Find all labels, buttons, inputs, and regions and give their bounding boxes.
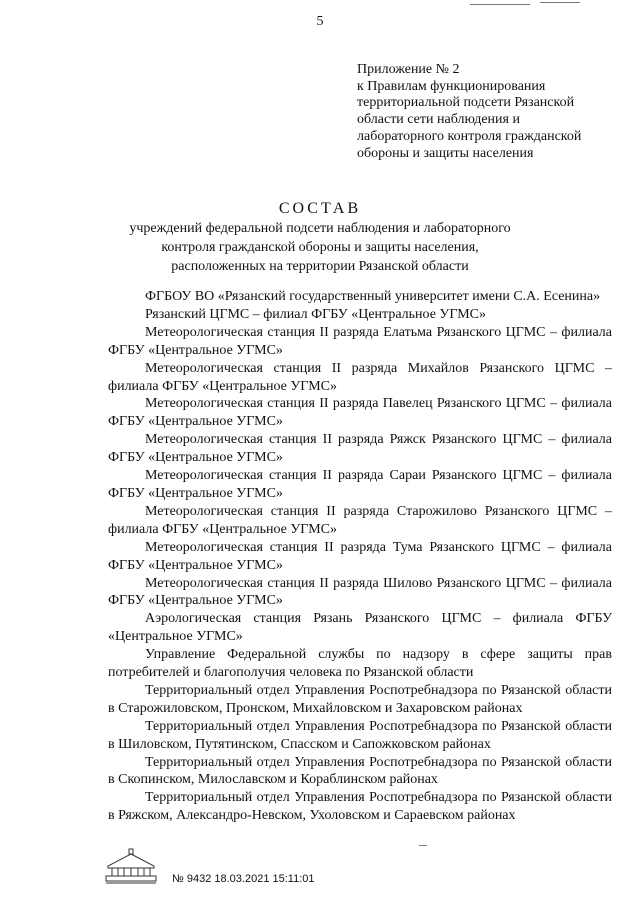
list-item: Территориальный отдел Управления Роспотребнадзора по Рязанской области в Шиловском, Путятинском, Спасском и Сапожковском районах <box>108 718 612 752</box>
document-title: СОСТАВ <box>278 200 362 217</box>
list-item: Метеорологическая станция II разряда Тума Рязанского ЦГМС – филиала ФГБУ «Центральное УГМС» <box>108 539 612 573</box>
registration-stamp: № 9432 18.03.2021 15:11:01 <box>172 873 315 885</box>
appendix-line: обороны и защиты населения <box>357 145 534 161</box>
government-seal-logo <box>102 846 160 886</box>
institution-list <box>108 288 612 825</box>
list-item: Метеорологическая станция II разряда Шилово Рязанского ЦГМС – филиала ФГБУ «Центральное УГМС» <box>108 575 612 609</box>
list-item: Метеорологическая станция II разряда Елатьма Рязанского ЦГМС – филиала ФГБУ «Центральное УГМС» <box>108 324 612 358</box>
list-item: Рязанский ЦГМС – филиал ФГБУ «Центральное УГМС» <box>145 306 487 322</box>
list-item: Метеорологическая станция II разряда Старожилово Рязанского ЦГМС – филиала ФГБУ «Центральное УГМС» <box>108 503 612 537</box>
appendix-line: лабораторного контроля гражданской <box>357 128 582 144</box>
appendix-block <box>357 62 627 162</box>
list-item: Метеорологическая станция II разряда Михайлов Рязанского ЦГМС – филиала ФГБУ «Центральное УГМС» <box>108 360 612 394</box>
page-number: 5 <box>316 14 324 29</box>
document-subtitle <box>0 219 640 276</box>
appendix-line: территориальной подсети Рязанской <box>357 95 575 111</box>
subtitle-line: учреждений федеральной подсети наблюдения и лабораторного <box>129 221 511 236</box>
list-item: Метеорологическая станция II разряда Сараи Рязанского ЦГМС – филиала ФГБУ «Центральное УГМС» <box>108 468 612 501</box>
list-item: Территориальный отдел Управления Роспотребнадзора по Рязанской области в Старожиловском, Пронском, Михайловском и Захаровском районах <box>108 682 612 716</box>
list-item: ФГБОУ ВО «Рязанский государственный университет имени С.А. Есенина» <box>145 289 601 304</box>
scan-speck <box>540 2 580 3</box>
subtitle-line: контроля гражданской обороны и защиты населения, <box>161 240 479 255</box>
list-item: Метеорологическая станция II разряда Павелец Рязанского ЦГМС – филиала ФГБУ «Центральное УГМС» <box>108 396 612 430</box>
appendix-line: к Правилам функционирования <box>357 78 546 94</box>
list-item: Аэрологическая станция Рязань Рязанского ЦГМС – филиала ФГБУ «Центральное УГМС» <box>108 611 612 645</box>
list-item: Управление Федеральной службы по надзору в сфере защиты прав потребителей и благополучия человека по Рязанской области <box>108 647 612 681</box>
list-item: Территориальный отдел Управления Роспотребнадзора по Рязанской области в Ряжском, Александро-Невском, Ухоловском и Сараевском районах <box>108 790 612 824</box>
appendix-line: Приложение № 2 <box>357 62 460 77</box>
appendix-line: области сети наблюдения и <box>357 112 520 128</box>
scan-speck <box>470 4 530 5</box>
subtitle-line: расположенных на территории Рязанской области <box>171 259 469 274</box>
list-item: Территориальный отдел Управления Роспотребнадзора по Рязанской области в Скопинском, Милославском и Кораблинском районах <box>108 754 612 788</box>
list-item: Метеорологическая станция II разряда Ряжск Рязанского ЦГМС – филиала ФГБУ «Центральное УГМС» <box>108 432 612 466</box>
scan-speck <box>419 845 427 846</box>
